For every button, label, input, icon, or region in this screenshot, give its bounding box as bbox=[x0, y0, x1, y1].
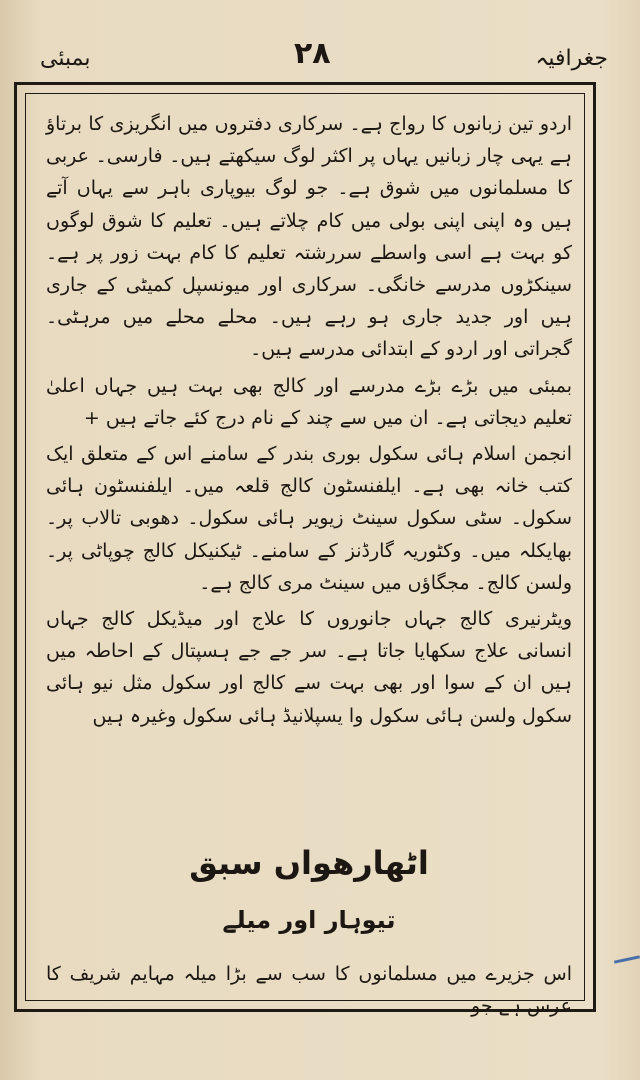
lesson-subheading: تیوہار اور میلے bbox=[222, 906, 396, 934]
lesson-heading: اٹھارھواں سبق bbox=[189, 844, 429, 882]
running-head-left: بمبئی bbox=[40, 46, 91, 71]
closing-line: اس جزیرے میں مسلمانوں کا سب سے بڑا میلہ مہایم شریف کا عرس ہے جو bbox=[46, 963, 572, 1017]
body-text bbox=[46, 108, 572, 732]
running-head-right: جغرافیہ bbox=[535, 46, 608, 71]
paragraph-languages: اردو تین زبانوں کا رواج ہے۔ سرکاری دفتروں میں انگریزی کا برتاؤ ہے یہی چار زبانیں یہاں پر اکثر لوگ سیکھتے ہیں۔ فارسی۔ عربی کا مسلمانوں میں شوق ہے۔ جو لوگ بیوپاری باہر سے یہاں آتے ہیں وہ اپنی اپنی بولی میں کام چلاتے ہیں۔ تعلیم کا شوق لوگوں کو بہت ہے اسی واسطے سررشتہ تعلیم کا کام بہت زور پر ہے۔ سینکڑوں مدرسے خانگی۔ سرکاری اور میونسپل کمیٹی کے جاری ہیں اور جدید جاری ہو رہے ہیں۔ محلے محلے میں مرہٹی۔ گجراتی اور اردو کے ابتدائی مدرسے ہیں۔ bbox=[46, 113, 572, 361]
page-border-inner bbox=[25, 93, 585, 1017]
page-border-outer bbox=[14, 82, 596, 1017]
page-number: ۲۸ bbox=[294, 36, 331, 71]
pen-mark bbox=[614, 955, 640, 963]
paragraph-schools-list: انجمن اسلام ہائی سکول بوری بندر کے سامنے اس کے متعلق ایک کتب خانہ بھی ہے۔ ایلفنسٹون کالج قلعہ میں۔ ایلفنسٹون ہائی سکول۔ سٹی سکول سینٹ زیویر ہائی سکول۔ دھوبی تالاب پر۔ بھایکلہ میں۔ وکٹوریہ گارڈنز کے سامنے۔ ٹیکنیکل کالج چوپاٹی پر۔ ولسن کالج۔ مجگاؤں میں سینٹ مری کالج ہے۔ bbox=[46, 443, 572, 594]
running-head bbox=[40, 36, 608, 80]
paragraph-medical-colleges: ویٹرنیری کالج جہاں جانوروں کا علاج اور میڈیکل کالج جہاں انسانی علاج سکھایا جاتا ہے۔ سر جے جے ہسپتال کے احاطہ میں ہیں ان کے سوا اور بھی بہت سے کالج اور سکول مثل نیو ہائی سکول ولسن ہائی سکول وا یسپلانیڈ ہائی سکول وغیرہ ہیں bbox=[46, 608, 572, 727]
paragraph-colleges-intro: بمبئی میں بڑے بڑے مدرسے اور کالج بھی بہت ہیں جہاں اعلیٰ تعلیم دیجاتی ہے۔ ان میں سے چند کے نام درج کئے جاتے ہیں + bbox=[46, 374, 572, 429]
